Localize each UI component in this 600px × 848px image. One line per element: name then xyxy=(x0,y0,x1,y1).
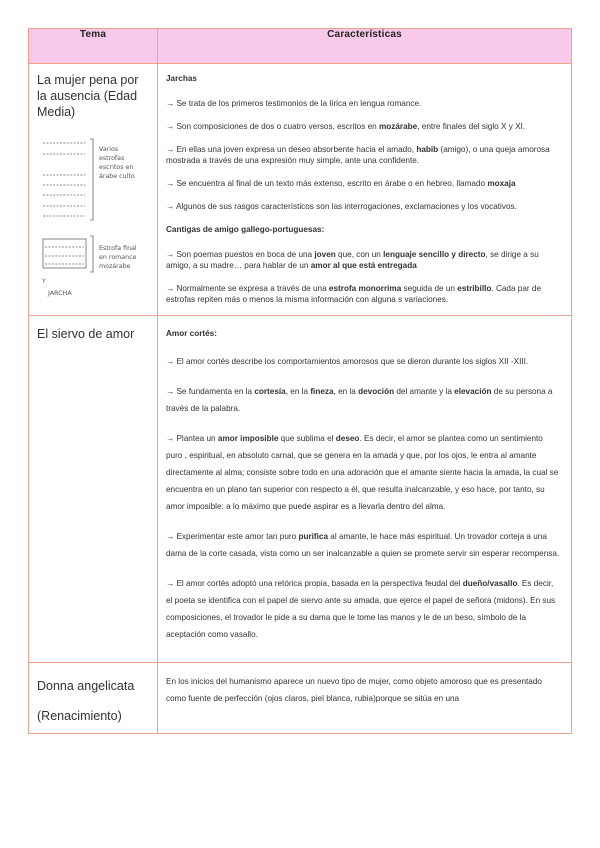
section-jarchas xyxy=(166,73,561,212)
header-caracteristicas: Características xyxy=(158,29,572,64)
desc-cell-amor-cortes xyxy=(158,316,572,663)
table-row xyxy=(29,663,572,734)
arrow-marker: Y xyxy=(42,278,46,285)
desc-cell-jarchas xyxy=(158,64,572,316)
paragraph: → En ellas una joven expresa un deseo absorbente hacia el amado, habib (amigo), o una queja amorosa mostrada a través de una expresión muy simple, ante una confidente. xyxy=(166,145,550,165)
paragraph: → Normalmente se expresa a través de una estrofa monorrima seguida de un estribillo. Cada par de estrofas repiten más o menos la misma información con alguna s variaciones. xyxy=(166,284,542,304)
header-tema: Tema xyxy=(29,29,158,64)
tema-title: Donna angelicata xyxy=(37,679,135,693)
tema-title: La mujer pena por la ausencia (Edad Media) xyxy=(37,73,139,119)
section-cantigas xyxy=(166,224,561,305)
desc-cell-donna xyxy=(158,663,572,734)
label-a-line4: árabe culto xyxy=(99,173,135,180)
tema-cell xyxy=(29,64,158,316)
section-title: Amor cortés: xyxy=(166,329,217,338)
paragraph: → Algunos de sus rasgos característicos son las interrogaciones, exclamaciones y los vocativos. xyxy=(166,202,517,211)
label-a-line2: estrofas xyxy=(99,155,125,162)
label-b-line2: en romance xyxy=(99,254,137,261)
paragraph: → Son poemas puestos en boca de una joven que, con un lenguaje sencillo y directo, se dirige a su amigo, a su madre… para hablar de un amor al que está entregada xyxy=(166,250,539,270)
jarcha-diagram xyxy=(37,132,151,300)
paragraph: → El amor cortés describe los comportamientos amorosos que se dieron durante los siglos XII -XIII. xyxy=(166,357,529,366)
paragraph: → Experimentar este amor tan puro purifica al amante, le hace más espiritual. Un trovador corteja a una dama de la corte casada, vista como un ser inalcanzable a quien se promete servir sin esperar recompensa. xyxy=(166,532,560,558)
section-title: Cantigas de amigo gallego-portuguesas: xyxy=(166,225,325,234)
paragraph: → Plantea un amor imposible que sublima el deseo. Es decir, el amor se plantea como un sentimiento puro , espiritual, en absoluto carnal, que se genera en la amada y que, por los ojos, le entra al amante directamente al alma; consiste sobre todo en una adoración que el amante siente hacia la amada, la cual se encuentra en un plano tan superior con respecto a él, que resulta inalcanzable, y eso hace, por tanto, su amor imposible: a lo máximo que puede aspirar es a llevarla dentro del alma. xyxy=(166,434,559,511)
tema-cell xyxy=(29,316,158,663)
paragraph: → Se fundamenta en la cortesía, en la fineza, en la devoción del amante y la elevación de su persona a través de la palabra. xyxy=(166,387,553,413)
tema-title: El siervo de amor xyxy=(37,327,135,341)
characteristics-table xyxy=(28,28,572,734)
label-b-line1: Estrofa final xyxy=(99,245,137,252)
table-row xyxy=(29,316,572,663)
tema-subtitle: (Renacimiento) xyxy=(37,709,122,723)
paragraph: → Son composiciones de dos o cuatro versos, escritos en mozárabe, entre finales del siglo X y XI. xyxy=(166,122,526,131)
jarcha-caption: JARCHA xyxy=(48,290,72,297)
table-row xyxy=(29,64,572,316)
paragraph: → Se encuentra al final de un texto más extenso, escrito en árabe o en hebreo, llamado moxaja xyxy=(166,179,516,188)
label-a-line3: escritos en xyxy=(99,164,134,171)
section-title: Jarchas xyxy=(166,74,197,83)
tema-cell xyxy=(29,663,158,734)
label-a-line1: Varios xyxy=(99,146,119,153)
paragraph: → El amor cortés adoptó una retórica propia, basada en la perspectiva feudal del dueño/vasallo. Es decir, el poeta se identifica con el papel de siervo ante su amada, que ejerce el papel de señora (midons). En sus composiciones, el trovador le pide a su dama que le tome las manos y le de un beso, símbolo de la aceptación como vasallo. xyxy=(166,579,556,639)
paragraph: En los inicios del humanismo aparece un nuevo tipo de mujer, como objeto amoroso que es presentado como fuente de perfección (ojos claros, piel blanca, rubia)porque se sitúa en una xyxy=(166,677,542,703)
table-header-row xyxy=(29,29,572,64)
label-b-line3: mozárabe xyxy=(99,263,131,270)
paragraph: → Se trata de los primeros testimonios de la lírica en lengua romance. xyxy=(166,99,422,108)
